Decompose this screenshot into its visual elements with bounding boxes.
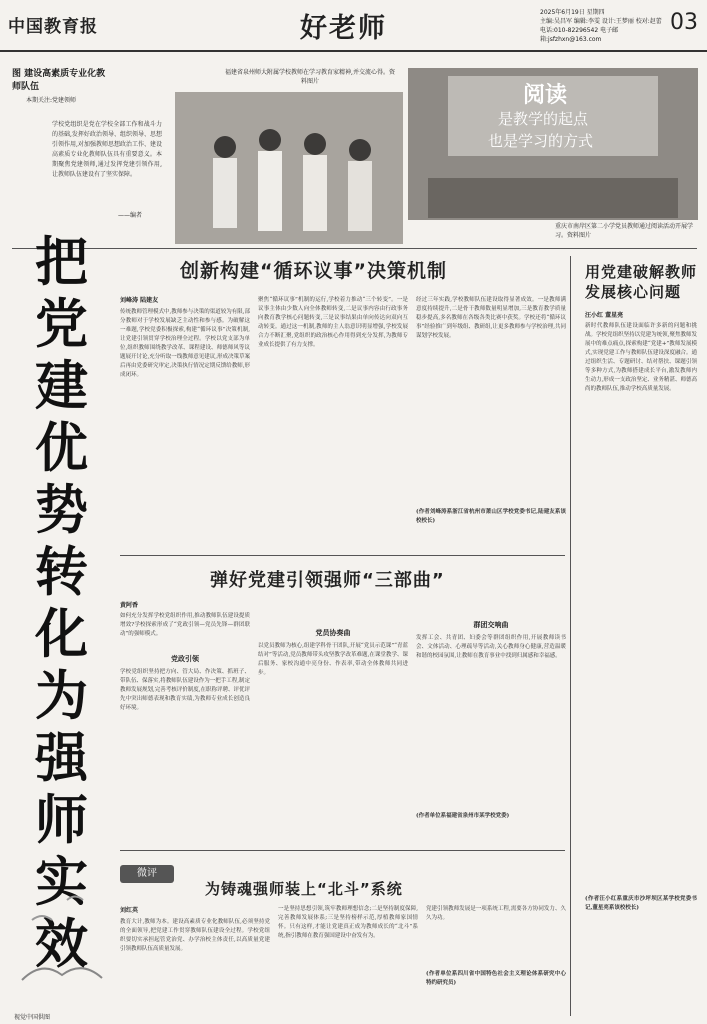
- article3-col3: 发挥工会、共青团、妇委会等群团组织作用,开展教师读书会、文体活动、心理疏导等活动,关心教师身心健康,营造温暖和谐的校园氛围,让教师在教育事业中找到归属感和幸福感。: [416, 635, 566, 659]
- intro-text: 学校党组织是党在学校全部工作和战斗力的基础,发挥好政治领导、组织领导、思想引领作用,对加强教师思想政治工作、建设高素质专业化教师队伍具有重要意义。本期聚焦党建领师,通过发挥党建引领作用,让教师队伍建设有了坚实保障。: [52, 121, 162, 178]
- section-title: 好老师: [300, 13, 387, 44]
- reading-photo: [408, 68, 698, 220]
- article4-sign: (作者单位系四川省中国特色社会主义理论体系研究中心特约研究员): [426, 971, 566, 986]
- footer-watermark: 视觉中国供图: [14, 1014, 51, 1021]
- article2-author: 汪小红 董星亮: [585, 312, 624, 319]
- issue-date: 2025年6月19日 星期四: [540, 9, 605, 16]
- kicker-title: 建设高素质专业化教师队伍: [12, 69, 106, 92]
- article3-sign: (作者单位系福建省泉州市某学校党委): [416, 813, 510, 819]
- masthead-info: [540, 8, 668, 44]
- article1-author: 刘峰涛 陆建友: [120, 297, 159, 304]
- article3-subhead3: 群团交响曲: [473, 620, 509, 629]
- article4-title: 为铸魂强师装上“北斗”系统: [205, 880, 403, 898]
- article3-author: 黄阿香: [120, 602, 139, 609]
- article1-title: 创新构建“循环议事”决策机制: [180, 260, 447, 282]
- page-number: 03: [670, 10, 698, 35]
- contact-line: 电话:010-82296542 电子邮箱:jsfzhxn@163.com: [540, 27, 619, 43]
- article2-body: 新时代教师队伍建设面临许多新的问题和挑战。学校党组织坚持以党建为统领,聚焦教师发展中的难点痛点,探索构建“党建+”教师发展模式,实现党建工作与教师队伍建设深度融合。通过组织生活、专题研讨、结对帮扶、课题引领等多种方式,为教师搭建成长平台,激发教师内生动力,形成一支政治坚定、业务精湛、师德高尚的教师队伍,推动学校高质量发展。: [585, 323, 697, 392]
- photo2-caption: 重庆市南岸区第二小学党员教师通过阅读活动开展学习。资料图片: [555, 223, 694, 239]
- weiping-badge: 微评: [120, 865, 174, 883]
- editors-line: 主编:吴昌军 编辑:李雯 设计:王梦丽 校对:赵蕾: [540, 18, 662, 25]
- right-column-divider: [570, 256, 571, 1016]
- article2-title: 用党建破解教师发展核心问题: [585, 263, 698, 301]
- photo2-overlay-line2: 也是学习的方式: [488, 132, 594, 150]
- article4-col2: 一是坚持思想引领,筑牢教师理想信念;二是坚持制度保障,完善教师发展体系;三是坚持榜样示范,厚植教师家国情怀。只有这样,才能让党建真正成为教师成长的“北斗”系统,指引教师在教育强国建设中奋发有为。: [278, 906, 418, 939]
- article1-col3: 经过三年实践,学校教师队伍建设取得显著成效。一是教师满意度持续提升,二是骨干教师数量明显增加,三是教育教学质量稳步提高,多名教师在各级各类比赛中获奖。学校还将“循环议事”经验推广到年级组、教研组,让更多教师参与学校治理,共同谋划学校发展。: [416, 297, 566, 339]
- kicker-subtitle: 本期关注:党建领师: [26, 97, 77, 104]
- article1-sign: (作者刘峰涛系浙江省杭州市萧山区学校党委书记,陆建友系该校校长): [416, 509, 566, 524]
- article3-col1: 学校党组织坚持把方向、管大局、作决策、抓班子、带队伍、保落实,将教师队伍建设作为一把手工程,制定教师发展规划,完善考核评价制度,在职称评聘、评优评先中突出师德表现和教育实绩,为教师专业成长创造良好环境。: [120, 669, 250, 711]
- photo1-caption: 福建省泉州师大附属学校教师在学习教育家精神,并交流心得。资料图片: [225, 69, 395, 85]
- photo2-overlay-line1: 是教学的起点: [498, 110, 589, 128]
- newspaper-logo: 中国教育报: [8, 17, 98, 37]
- decorative-birds-graphic: [12, 860, 112, 1010]
- article4-col1: 教育大计,教师为本。建设高素质专业化教师队伍,必须坚持党的全面领导,把党建工作贯穿教师队伍建设全过程。学校党组织要切实承担起管党治党、办学治校主体责任,以高质量党建引领教师队伍高质量发展。: [120, 919, 270, 952]
- article1-col2: 聚焦“循环议事”机制的运行,学校着力推动“三个转变”。一是议事主体由少数人向全体教师转变,二是议事内容由行政事务向教育教学核心问题转变,三是议事结果由单向传达向双向互动转变。通过这一机制,教师的主人翁意识明显增强,学校发展合力不断汇聚,党组织的政治核心作用得到充分发挥,为教师专业成长提供了有力支撑。: [258, 297, 408, 348]
- article4-col3: 党建引领教师发展是一项系统工程,需要各方协同发力、久久为功。: [426, 906, 566, 921]
- teachers-illustration: [175, 92, 403, 244]
- article4-author: 刘红英: [120, 907, 139, 914]
- article1-col1: 传统教师管理模式中,教师参与决策的渠道较为有限,部分教师对于学校发展缺乏主动性和参与感。为破解这一难题,学校党委积极探索,构建“循环议事”决策机制,让党建引领贯穿学校治理全过程。学校以党支部为单位,组织教师围绕教学改革、课程建设、师德师风等议题展开讨论,充分听取一线教师意见建议,形成决策草案后再由党委研究审定,决策执行情况定期反馈给教师,形成闭环。: [120, 309, 250, 378]
- kicker-mark: 图: [12, 69, 22, 79]
- article3-intro: 如何充分发挥学校党组织作用,推动教师队伍建设提质增效?学校探索形成了“党政引领—党员先锋—群团联动”的强师模式。: [120, 613, 250, 637]
- article3-divider: [120, 850, 565, 851]
- article3-subhead1: 党政引领: [171, 654, 199, 663]
- article2-sign: (作者汪小红系重庆市沙坪坝区某学校党委书记,董星亮系该校校长): [585, 896, 697, 911]
- birds-illustration: [12, 860, 112, 1010]
- article3-col2: 以党员教师为核心,组建学科骨干团队,开展“党员示范课”“青蓝结对”等活动,党员教师带头攻坚教学改革难题,在课堂教学、课后服务、家校沟通中亮身份、作表率,带动全体教师共同进步。: [258, 643, 408, 676]
- top-divider: [12, 248, 697, 249]
- article1-divider: [120, 555, 565, 556]
- feature-vertical-title: 把党建优势转化为强师实效: [35, 232, 90, 975]
- teachers-photo: [175, 92, 403, 244]
- intro-sign: ——编者: [118, 212, 143, 219]
- article3-subhead2: 党员协奏曲: [315, 628, 351, 637]
- column-kicker: [12, 66, 112, 104]
- article3-title: 弹好党建引领强师“三部曲”: [210, 570, 445, 591]
- photo2-overlay-main: 阅读: [523, 83, 568, 108]
